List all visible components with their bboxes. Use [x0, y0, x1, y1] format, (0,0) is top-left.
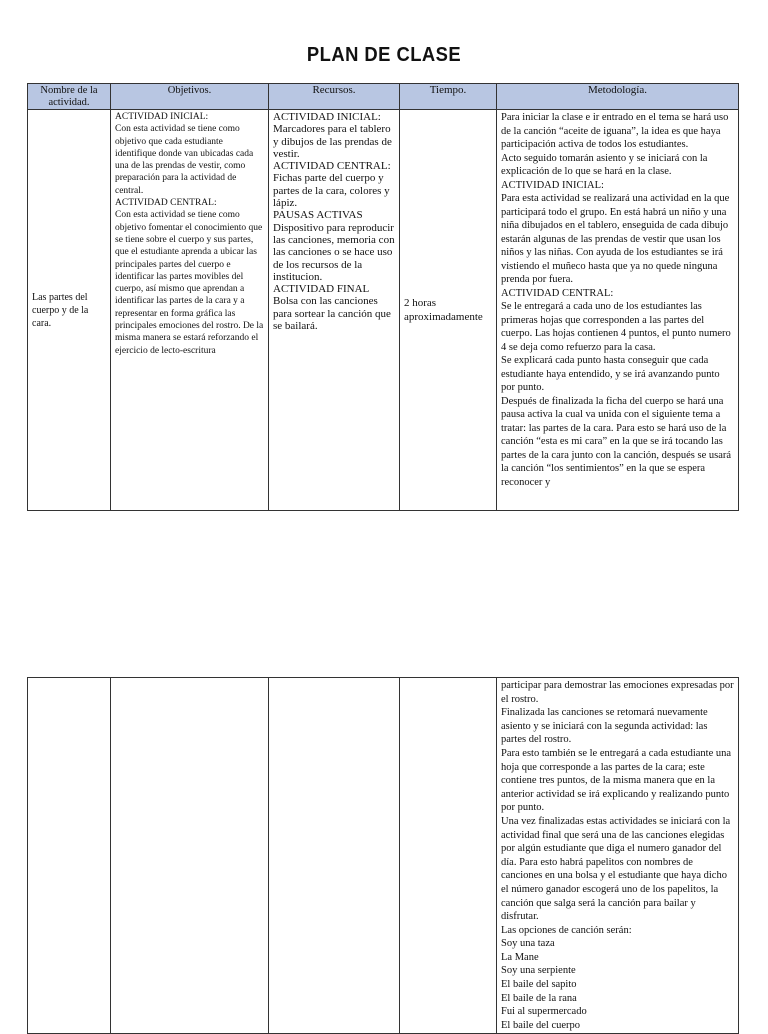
song-option: Fui al supermercado: [501, 1006, 587, 1018]
song-option: El baile del cuerpo: [501, 1019, 581, 1031]
table-row: [28, 110, 739, 511]
metodologia-text: Se le entregará a cada uno de los estudiantes las primeras hojas que corresponden a las partes del cuerpo. Las hojas contienen 4 puntos, el punto numero 4 se deja como refuerzo para la casa.: [501, 301, 731, 353]
objetivos-cell: [111, 110, 269, 511]
objetivo-text: ACTIVIDAD INICIAL:: [115, 112, 209, 122]
table-header-row: [28, 84, 739, 110]
document-title: PLAN DE CLASE: [306, 44, 462, 66]
header-tiempo: Tiempo.: [400, 84, 497, 110]
activity-name-cell: Las partes del cuerpo y de la cara.: [28, 110, 111, 511]
metodologia-text: Una vez finalizadas estas actividades se iniciará con la actividad final que será una de las canciones elegidas por algún estudiante que diga el numero ganador del día. Para esto habrá papelitos con nombres de canciones en una bolsa y el estudiante que haya dicho el número ganador escogerá uno de los papelitos, la canción que salga será la canción para bailar y disfrutar.: [501, 815, 731, 923]
empty-cell: [28, 678, 111, 1034]
metodologia-text: Acto seguido tomarán asiento y se iniciará con la explicación de lo que se hará en la clase.: [501, 152, 708, 177]
empty-cell: [400, 678, 497, 1034]
metodologia-text: Las opciones de canción serán:: [501, 924, 632, 936]
song-option: El baile de la rana: [501, 992, 577, 1004]
recurso-text: Dispositivo para reproducir las canciones, memoria con las canciones o se hace uso de los recursos de la institucion.: [273, 221, 395, 283]
metodologia-text: ACTIVIDAD CENTRAL:: [501, 287, 614, 299]
lesson-plan-table-continued: [27, 677, 739, 1034]
recurso-text: ACTIVIDAD FINAL: [273, 283, 370, 296]
header-metodologia: Metodología.: [497, 84, 739, 110]
tiempo-cell: 2 horas aproximadamente: [400, 110, 497, 511]
recurso-text: ACTIVIDAD INICIAL:: [273, 111, 381, 123]
recurso-text: PAUSAS ACTIVAS: [273, 209, 363, 222]
song-option: La Mane: [501, 951, 539, 963]
header-recursos: Recursos.: [269, 84, 400, 110]
metodologia-text: Para esto también se le entregará a cada estudiante una hoja que corresponde a las partes de la cara; este contiene tres puntos, de la misma manera que en la anterior actividad se irá explicando y realizando punto por punto.: [501, 747, 732, 814]
empty-cell: [269, 678, 400, 1034]
objetivo-text: Con esta actividad se tiene como objetivo fomentar el conocimiento que se tiene sobre el cuerpo y sus partes, que el estudiante aprenda a ubicar las principales partes del cuerpo e identificar las partes movibles del cuerpo, así mismo que aprendan a identificar las partes de la cara y a representar en forma gráfica las principales emociones del rostro. De la misma manera se estará reforzando el ejercicio de lecto-escritura: [115, 210, 264, 356]
song-option: Soy una taza: [501, 938, 555, 950]
metodologia-text: Finalizada las canciones se retomará nuevamente asiento y se iniciará con la segunda actividad: las partes del rostro.: [501, 707, 708, 746]
table-row: [28, 678, 739, 1034]
metodologia-continued-cell: [497, 678, 739, 1034]
header-nombre: Nombre de la actividad.: [28, 84, 111, 110]
metodologia-cell: [497, 110, 739, 511]
empty-cell: [111, 678, 269, 1034]
metodologia-text: Para iniciar la clase e ir entrado en el tema se hará uso de la canción “aceite de iguana”, la idea es que haya participación activa de todos los estudiantes.: [501, 112, 729, 150]
metodologia-text: Se explicará cada punto hasta conseguir que cada estudiante haya entendido, y se irá avanzando punto por punto.: [501, 355, 720, 393]
objetivo-text: Con esta actividad se tiene como objetivo que cada estudiante identifique donde van ubicadas cada una de las prendas de vestir, como preparación para la actividad de central.: [115, 124, 254, 196]
objetivo-text: ACTIVIDAD CENTRAL:: [115, 198, 217, 209]
lesson-plan-table: [27, 83, 739, 511]
metodologia-text: Después de finalizada la ficha del cuerpo se hará una pausa activa la cual va unida con el siguiente tema a tratar: las partes de la cara. Para esto se hará uso de la canción “esta es mi cara” en la que se irá tocando las partes de la cara junto con la canción, después se usará la canción “los sentimientos” en la que se espera reconocer y: [501, 395, 732, 488]
song-option: El baile del sapito: [501, 979, 577, 991]
metodologia-text: Para esta actividad se realizará una actividad en la que participará todo el grupo. En está habrá un niño y una niña dibujados en el tablero, enseguida de cada dibujo estarán algunas de las prendas de vestir que usan los niños y las niñas. Con ayuda de los estudiantes se irá vistiendo el muñeco hasta que ya no quede ninguna prenda por fuera.: [501, 193, 730, 285]
recursos-cell: [269, 110, 400, 511]
metodologia-text: participar para demostrar las emociones expresadas por el rostro.: [501, 680, 734, 705]
recurso-text: Bolsa con las canciones para sortear la canción que se bailará.: [273, 295, 391, 333]
recurso-text: Marcadores para el tablero y dibujos de las prendas de vestir.: [273, 123, 392, 160]
header-objetivos: Objetivos.: [111, 84, 269, 110]
song-option: Soy una serpiente: [501, 965, 576, 977]
recurso-text: ACTIVIDAD CENTRAL: Fichas parte del cuerpo y partes de la cara, colores y lápiz.: [273, 160, 391, 210]
metodologia-text: ACTIVIDAD INICIAL:: [501, 179, 604, 191]
